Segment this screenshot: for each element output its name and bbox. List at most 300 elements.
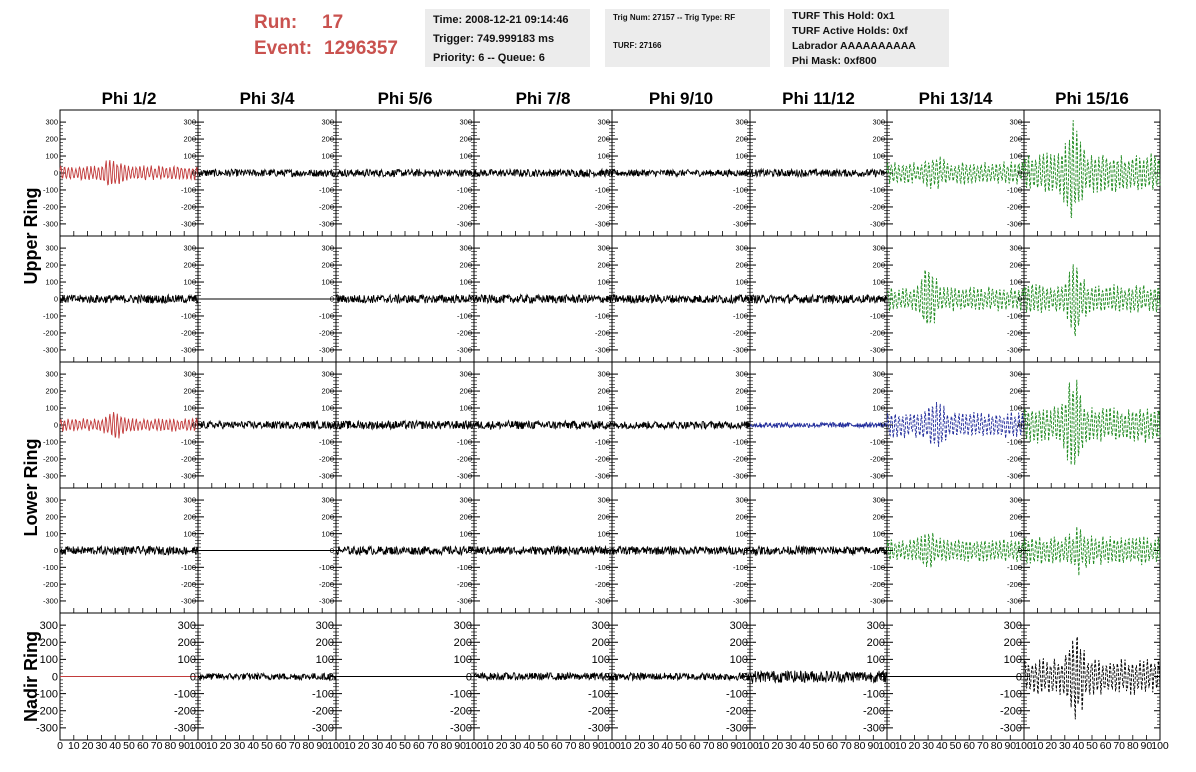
waveform-trace bbox=[612, 673, 750, 680]
y-tick-label: 300 bbox=[872, 369, 885, 379]
x-tick-label: 40 bbox=[247, 740, 260, 752]
waveform-trace bbox=[336, 295, 474, 303]
waveform-trace bbox=[887, 156, 1024, 189]
y-tick-label: 300 bbox=[1009, 117, 1022, 127]
x-tick-label: 60 bbox=[412, 740, 425, 752]
y-tick-label: 0 bbox=[53, 546, 58, 556]
y-tick-label: -200 bbox=[311, 705, 334, 718]
y-tick-label: 200 bbox=[597, 512, 610, 522]
x-tick-label: 40 bbox=[935, 740, 948, 752]
waveform-trace bbox=[887, 402, 1024, 447]
y-tick-label: 200 bbox=[866, 637, 885, 650]
waveform-trace bbox=[750, 546, 887, 554]
y-tick-label: 300 bbox=[459, 495, 472, 505]
y-tick-label: -300 bbox=[42, 596, 58, 606]
trigger-text: Trigger: 749.999183 ms bbox=[433, 33, 555, 45]
y-tick-label: 200 bbox=[872, 134, 885, 144]
turf-active-holds-text: TURF Active Holds: 0xf bbox=[792, 25, 908, 37]
y-tick-label: 100 bbox=[453, 654, 472, 667]
x-tick-label: 100 bbox=[189, 740, 207, 752]
column-header: Phi 3/4 bbox=[239, 89, 295, 108]
waveform-trace bbox=[336, 546, 474, 554]
y-tick-label: 0 bbox=[1017, 294, 1022, 304]
y-tick-label: 100 bbox=[183, 151, 196, 161]
waveform-trace bbox=[198, 169, 336, 176]
x-tick-label: 20 bbox=[219, 740, 232, 752]
waveform-trace bbox=[1024, 637, 1160, 720]
y-tick-label: 100 bbox=[45, 277, 58, 287]
x-tick-label: 20 bbox=[495, 740, 508, 752]
y-tick-label: -200 bbox=[732, 579, 748, 589]
waveform-trace bbox=[474, 421, 612, 429]
x-tick-label: 80 bbox=[578, 740, 591, 752]
x-tick-label: 30 bbox=[371, 740, 384, 752]
y-tick-label: 300 bbox=[321, 243, 334, 253]
y-tick-label: -300 bbox=[594, 471, 610, 481]
y-tick-label: -100 bbox=[732, 185, 748, 195]
x-tick-label: 20 bbox=[357, 740, 370, 752]
y-tick-label: -100 bbox=[42, 437, 58, 447]
y-tick-label: -300 bbox=[318, 596, 334, 606]
y-tick-label: 100 bbox=[729, 654, 748, 667]
y-tick-label: 200 bbox=[735, 512, 748, 522]
y-tick-label: -100 bbox=[42, 185, 58, 195]
y-tick-label: 100 bbox=[183, 529, 196, 539]
waveform-trace bbox=[750, 671, 887, 683]
y-tick-label: 300 bbox=[177, 619, 196, 632]
y-tick-label: -200 bbox=[1006, 328, 1022, 338]
x-tick-label: 80 bbox=[716, 740, 729, 752]
x-tick-label: 50 bbox=[812, 740, 825, 752]
y-tick-label: -300 bbox=[318, 219, 334, 229]
y-tick-label: 0 bbox=[743, 168, 748, 178]
y-tick-label: -100 bbox=[732, 437, 748, 447]
y-tick-label: 200 bbox=[729, 637, 748, 650]
y-tick-label: 300 bbox=[866, 619, 885, 632]
y-tick-label: 100 bbox=[45, 529, 58, 539]
y-tick-label: -100 bbox=[732, 311, 748, 321]
y-tick-label: -300 bbox=[869, 219, 885, 229]
waveform-trace bbox=[198, 421, 336, 428]
y-tick-label: -200 bbox=[449, 705, 472, 718]
time-text: Time: 2008-12-21 09:14:46 bbox=[433, 14, 569, 26]
y-tick-label: -100 bbox=[456, 311, 472, 321]
y-tick-label: 200 bbox=[321, 386, 334, 396]
y-tick-label: 300 bbox=[1009, 495, 1022, 505]
x-tick-label: 100 bbox=[1015, 740, 1033, 752]
y-tick-label: -200 bbox=[1006, 454, 1022, 464]
y-tick-label: -300 bbox=[869, 471, 885, 481]
y-tick-label: 300 bbox=[321, 495, 334, 505]
y-tick-label: 0 bbox=[743, 546, 748, 556]
y-tick-label: -200 bbox=[1006, 579, 1022, 589]
y-tick-label: -100 bbox=[180, 562, 196, 572]
y-tick-label: -100 bbox=[180, 311, 196, 321]
y-tick-label: 300 bbox=[1009, 243, 1022, 253]
y-tick-label: 100 bbox=[1003, 654, 1022, 667]
y-tick-label: 300 bbox=[1009, 369, 1022, 379]
y-tick-label: 200 bbox=[591, 637, 610, 650]
y-tick-label: -200 bbox=[456, 202, 472, 212]
y-tick-label: 100 bbox=[597, 403, 610, 413]
waveform-trace bbox=[60, 160, 198, 185]
y-tick-label: -100 bbox=[869, 562, 885, 572]
x-tick-label: 50 bbox=[261, 740, 273, 752]
y-tick-label: 0 bbox=[53, 168, 58, 178]
y-tick-label: 200 bbox=[872, 512, 885, 522]
y-tick-label: 300 bbox=[729, 619, 748, 632]
y-tick-label: 100 bbox=[597, 277, 610, 287]
y-tick-label: -200 bbox=[42, 579, 58, 589]
y-tick-label: -300 bbox=[869, 596, 885, 606]
x-tick-label: 10 bbox=[894, 740, 907, 752]
y-tick-label: 200 bbox=[735, 260, 748, 270]
y-tick-label: 200 bbox=[183, 260, 196, 270]
y-tick-label: -200 bbox=[180, 328, 196, 338]
y-tick-label: 200 bbox=[459, 386, 472, 396]
x-tick-label: 90 bbox=[1140, 740, 1153, 752]
x-tick-label: 80 bbox=[853, 740, 866, 752]
y-tick-label: -300 bbox=[594, 345, 610, 355]
y-tick-label: 300 bbox=[735, 495, 748, 505]
y-tick-label: -300 bbox=[318, 471, 334, 481]
waveform-trace bbox=[336, 421, 474, 429]
column-header: Phi 7/8 bbox=[515, 89, 571, 108]
y-tick-label: -200 bbox=[732, 202, 748, 212]
y-tick-label: 0 bbox=[878, 671, 885, 684]
y-tick-label: -300 bbox=[456, 219, 472, 229]
x-tick-label: 60 bbox=[1099, 740, 1112, 752]
y-tick-label: 300 bbox=[872, 495, 885, 505]
y-tick-label: 0 bbox=[53, 420, 58, 430]
y-tick-label: 200 bbox=[45, 134, 58, 144]
labrador-text: Labrador AAAAAAAAAA bbox=[792, 40, 916, 52]
y-tick-label: -100 bbox=[1006, 311, 1022, 321]
y-tick-label: 300 bbox=[45, 495, 58, 505]
y-tick-label: -100 bbox=[725, 688, 748, 701]
y-tick-label: 100 bbox=[321, 403, 334, 413]
waveform-trace bbox=[612, 295, 750, 303]
waveform-trace bbox=[474, 169, 612, 176]
y-tick-label: 300 bbox=[459, 369, 472, 379]
x-tick-label: 10 bbox=[205, 740, 218, 752]
y-tick-label: -100 bbox=[594, 437, 610, 447]
ring-label: Upper Ring bbox=[21, 187, 41, 285]
y-tick-label: 300 bbox=[45, 369, 58, 379]
column-header: Phi 13/14 bbox=[918, 89, 993, 108]
y-tick-label: 100 bbox=[45, 151, 58, 161]
y-tick-label: -200 bbox=[862, 705, 885, 718]
waveform-trace bbox=[750, 420, 887, 430]
y-tick-label: 0 bbox=[51, 671, 58, 684]
x-tick-label: 70 bbox=[564, 740, 577, 752]
y-tick-label: -300 bbox=[180, 596, 196, 606]
y-tick-label: 200 bbox=[321, 512, 334, 522]
y-tick-label: 0 bbox=[467, 420, 472, 430]
y-tick-label: 0 bbox=[1015, 671, 1022, 684]
y-tick-label: -100 bbox=[42, 562, 58, 572]
column-header: Phi 5/6 bbox=[377, 89, 433, 108]
x-tick-label: 20 bbox=[771, 740, 784, 752]
y-tick-label: 300 bbox=[183, 369, 196, 379]
y-tick-label: -200 bbox=[869, 454, 885, 464]
x-tick-label: 30 bbox=[233, 740, 246, 752]
x-tick-label: 30 bbox=[1058, 740, 1071, 752]
trig-num-text: Trig Num: 27157 -- Trig Type: RF bbox=[613, 13, 736, 22]
y-tick-label: 100 bbox=[321, 151, 334, 161]
x-tick-label: 100 bbox=[327, 740, 345, 752]
y-tick-label: 0 bbox=[743, 294, 748, 304]
x-tick-label: 0 bbox=[57, 740, 63, 752]
y-tick-label: -200 bbox=[999, 705, 1022, 718]
ring-label: Lower Ring bbox=[21, 438, 41, 537]
y-tick-label: 0 bbox=[467, 168, 472, 178]
y-tick-label: 100 bbox=[321, 529, 334, 539]
y-tick-label: -100 bbox=[869, 185, 885, 195]
y-tick-label: 300 bbox=[1003, 619, 1022, 632]
y-tick-label: 100 bbox=[872, 151, 885, 161]
y-tick-label: -300 bbox=[311, 722, 334, 735]
y-tick-label: -300 bbox=[42, 345, 58, 355]
y-tick-label: -100 bbox=[1006, 185, 1022, 195]
y-tick-label: -100 bbox=[862, 688, 885, 701]
y-tick-label: 300 bbox=[183, 117, 196, 127]
y-tick-label: -300 bbox=[1006, 219, 1022, 229]
y-tick-label: 0 bbox=[743, 420, 748, 430]
y-tick-label: -300 bbox=[180, 471, 196, 481]
y-tick-label: 200 bbox=[183, 512, 196, 522]
x-tick-label: 30 bbox=[509, 740, 522, 752]
y-tick-label: 300 bbox=[872, 243, 885, 253]
y-tick-label: -200 bbox=[594, 202, 610, 212]
x-tick-label: 40 bbox=[661, 740, 674, 752]
y-tick-label: -100 bbox=[594, 185, 610, 195]
y-tick-label: -100 bbox=[1006, 437, 1022, 447]
y-tick-label: 0 bbox=[880, 546, 885, 556]
y-tick-label: 0 bbox=[465, 671, 472, 684]
y-tick-label: 300 bbox=[735, 117, 748, 127]
y-tick-label: 0 bbox=[605, 294, 610, 304]
y-tick-label: 300 bbox=[872, 117, 885, 127]
y-tick-label: 300 bbox=[321, 117, 334, 127]
x-tick-label: 60 bbox=[963, 740, 976, 752]
y-tick-label: 200 bbox=[45, 512, 58, 522]
y-tick-label: -100 bbox=[173, 688, 196, 701]
y-tick-label: -300 bbox=[456, 596, 472, 606]
y-tick-label: 200 bbox=[177, 637, 196, 650]
y-tick-label: -100 bbox=[456, 562, 472, 572]
y-tick-label: 200 bbox=[872, 260, 885, 270]
y-tick-label: 100 bbox=[459, 277, 472, 287]
y-tick-label: -200 bbox=[173, 705, 196, 718]
turf-num-text: TURF: 27166 bbox=[613, 41, 662, 50]
y-tick-label: 100 bbox=[735, 277, 748, 287]
run-label: Run: bbox=[254, 12, 298, 33]
event-value: 1296357 bbox=[324, 38, 398, 59]
x-tick-label: 60 bbox=[688, 740, 701, 752]
y-tick-label: 100 bbox=[459, 529, 472, 539]
y-tick-label: 100 bbox=[39, 654, 58, 667]
waveform-trace bbox=[474, 671, 612, 684]
y-tick-label: 0 bbox=[329, 546, 334, 556]
x-tick-label: 60 bbox=[550, 740, 563, 752]
y-tick-label: -200 bbox=[318, 579, 334, 589]
y-tick-label: -300 bbox=[869, 345, 885, 355]
run-value: 17 bbox=[322, 12, 344, 33]
y-tick-label: 100 bbox=[597, 151, 610, 161]
y-tick-label: -100 bbox=[869, 437, 885, 447]
x-tick-label: 90 bbox=[1004, 740, 1017, 752]
y-tick-label: 0 bbox=[603, 671, 610, 684]
y-tick-label: -100 bbox=[318, 562, 334, 572]
waveform-trace bbox=[474, 546, 612, 554]
y-tick-label: -200 bbox=[318, 202, 334, 212]
y-tick-label: -200 bbox=[180, 202, 196, 212]
x-tick-label: 50 bbox=[537, 740, 549, 752]
x-tick-label: 60 bbox=[826, 740, 839, 752]
y-tick-label: 200 bbox=[597, 386, 610, 396]
y-tick-label: 300 bbox=[597, 369, 610, 379]
x-tick-label: 80 bbox=[990, 740, 1003, 752]
y-tick-label: 200 bbox=[1009, 386, 1022, 396]
x-tick-label: 70 bbox=[702, 740, 715, 752]
x-tick-label: 30 bbox=[647, 740, 660, 752]
ring-label: Nadir Ring bbox=[21, 630, 41, 723]
y-tick-label: -200 bbox=[869, 579, 885, 589]
y-tick-label: 100 bbox=[735, 529, 748, 539]
x-tick-label: 70 bbox=[288, 740, 301, 752]
y-tick-label: -200 bbox=[180, 579, 196, 589]
column-header: Phi 1/2 bbox=[101, 89, 157, 108]
waveform-trace bbox=[750, 295, 887, 303]
waveform-trace bbox=[612, 421, 750, 428]
y-tick-label: 100 bbox=[597, 529, 610, 539]
y-tick-label: 100 bbox=[591, 654, 610, 667]
y-tick-label: 0 bbox=[1017, 168, 1022, 178]
x-tick-label: 90 bbox=[316, 740, 329, 752]
waveform-trace bbox=[1024, 264, 1160, 336]
y-tick-label: -200 bbox=[869, 328, 885, 338]
y-tick-label: -100 bbox=[42, 311, 58, 321]
x-tick-label: 10 bbox=[343, 740, 356, 752]
y-tick-label: 0 bbox=[327, 671, 334, 684]
x-tick-label: 80 bbox=[302, 740, 315, 752]
y-tick-label: -100 bbox=[456, 437, 472, 447]
x-tick-label: 20 bbox=[908, 740, 921, 752]
y-tick-label: 100 bbox=[1009, 529, 1022, 539]
x-tick-label: 60 bbox=[136, 740, 149, 752]
y-tick-label: 0 bbox=[191, 420, 196, 430]
y-tick-label: 100 bbox=[872, 403, 885, 413]
waveform-trace bbox=[887, 270, 1024, 323]
x-tick-label: 70 bbox=[426, 740, 439, 752]
x-tick-label: 10 bbox=[1031, 740, 1044, 752]
y-tick-label: -200 bbox=[1006, 202, 1022, 212]
y-tick-label: 200 bbox=[183, 386, 196, 396]
y-tick-label: 300 bbox=[183, 243, 196, 253]
y-tick-label: 100 bbox=[177, 654, 196, 667]
y-tick-label: 200 bbox=[1009, 512, 1022, 522]
x-tick-label: 50 bbox=[1086, 740, 1098, 752]
x-tick-label: 30 bbox=[95, 740, 108, 752]
y-tick-label: -300 bbox=[180, 219, 196, 229]
y-tick-label: 200 bbox=[315, 637, 334, 650]
x-tick-label: 30 bbox=[922, 740, 934, 752]
waveform-trace bbox=[887, 533, 1024, 567]
y-tick-label: -200 bbox=[42, 202, 58, 212]
y-tick-label: -200 bbox=[732, 454, 748, 464]
y-tick-label: -300 bbox=[732, 219, 748, 229]
y-tick-label: -300 bbox=[42, 219, 58, 229]
x-tick-label: 20 bbox=[633, 740, 646, 752]
x-tick-label: 40 bbox=[523, 740, 536, 752]
y-tick-label: -300 bbox=[180, 345, 196, 355]
y-tick-label: -200 bbox=[732, 328, 748, 338]
x-tick-label: 30 bbox=[785, 740, 797, 752]
y-tick-label: -200 bbox=[35, 705, 58, 718]
y-tick-label: 200 bbox=[1003, 637, 1022, 650]
y-tick-label: 0 bbox=[880, 168, 885, 178]
phi-mask-text: Phi Mask: 0xf800 bbox=[792, 55, 877, 67]
x-tick-label: 100 bbox=[1151, 740, 1169, 752]
waveform-trace bbox=[1024, 120, 1160, 218]
y-tick-label: 0 bbox=[329, 420, 334, 430]
y-tick-label: -200 bbox=[456, 328, 472, 338]
y-tick-label: 200 bbox=[45, 260, 58, 270]
y-tick-label: 0 bbox=[880, 294, 885, 304]
x-tick-label: 40 bbox=[798, 740, 811, 752]
y-tick-label: 200 bbox=[459, 134, 472, 144]
y-tick-label: 200 bbox=[459, 260, 472, 270]
y-tick-label: 200 bbox=[459, 512, 472, 522]
x-tick-label: 50 bbox=[399, 740, 411, 752]
y-tick-label: -200 bbox=[318, 454, 334, 464]
panel-frame bbox=[887, 362, 1024, 488]
y-tick-label: -100 bbox=[311, 688, 334, 701]
y-tick-label: 200 bbox=[453, 637, 472, 650]
y-tick-label: -300 bbox=[732, 345, 748, 355]
y-tick-label: 200 bbox=[597, 134, 610, 144]
y-tick-label: 300 bbox=[459, 243, 472, 253]
y-tick-label: -100 bbox=[180, 185, 196, 195]
y-tick-label: 0 bbox=[605, 546, 610, 556]
x-tick-label: 50 bbox=[123, 740, 135, 752]
x-tick-label: 90 bbox=[592, 740, 605, 752]
y-tick-label: 300 bbox=[315, 619, 334, 632]
y-tick-label: -200 bbox=[594, 454, 610, 464]
column-header: Phi 9/10 bbox=[648, 89, 714, 108]
y-tick-label: -100 bbox=[318, 185, 334, 195]
x-tick-label: 90 bbox=[730, 740, 743, 752]
waveform-trace bbox=[474, 295, 612, 303]
y-tick-label: 100 bbox=[459, 151, 472, 161]
y-tick-label: 0 bbox=[329, 294, 334, 304]
y-tick-label: 300 bbox=[453, 619, 472, 632]
y-tick-label: -300 bbox=[594, 596, 610, 606]
y-tick-label: 300 bbox=[39, 619, 58, 632]
x-tick-label: 20 bbox=[1045, 740, 1058, 752]
y-tick-label: -200 bbox=[594, 579, 610, 589]
y-tick-label: -300 bbox=[725, 722, 748, 735]
y-tick-label: 0 bbox=[191, 294, 196, 304]
y-tick-label: -100 bbox=[869, 311, 885, 321]
waveform-trace bbox=[336, 169, 474, 176]
y-tick-label: 200 bbox=[872, 386, 885, 396]
x-tick-label: 70 bbox=[840, 740, 852, 752]
event-label: Event: bbox=[254, 38, 313, 59]
y-tick-label: -200 bbox=[318, 328, 334, 338]
y-tick-label: 300 bbox=[597, 117, 610, 127]
